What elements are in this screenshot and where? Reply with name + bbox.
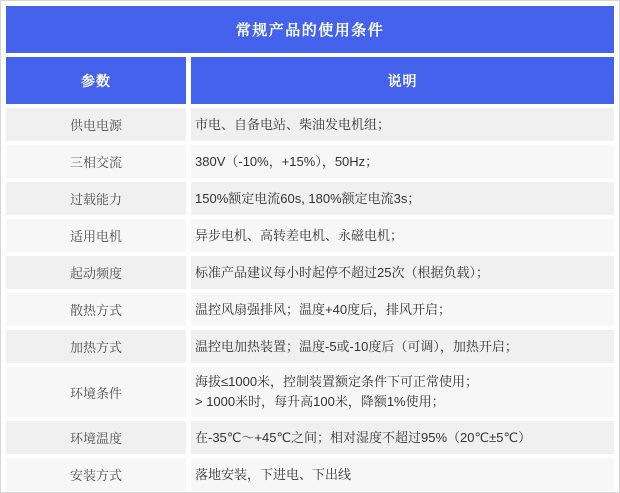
table-row bbox=[6, 256, 614, 289]
desc-cell bbox=[191, 330, 614, 363]
table-row bbox=[6, 421, 614, 454]
param-cell: 安装方式 bbox=[6, 458, 186, 491]
desc-cell bbox=[191, 219, 614, 252]
table-row bbox=[6, 458, 614, 491]
desc-line: 异步电机、高转差电机、永磁电机； bbox=[195, 227, 404, 243]
desc-cell bbox=[191, 421, 614, 454]
column-header-param: 参数 bbox=[6, 57, 186, 104]
desc-cell bbox=[191, 108, 614, 141]
column-header-desc: 说明 bbox=[191, 57, 614, 104]
table-row bbox=[6, 182, 614, 215]
param-cell: 起动频度 bbox=[6, 256, 186, 289]
table-body bbox=[6, 108, 614, 491]
table-row bbox=[6, 330, 614, 363]
table-row bbox=[6, 293, 614, 326]
desc-line: > 1000米时，每升高100米，降额1%使用； bbox=[195, 394, 445, 409]
table-row bbox=[6, 219, 614, 252]
desc-cell bbox=[191, 367, 614, 417]
param-cell: 加热方式 bbox=[6, 330, 186, 363]
param-cell: 供电电源 bbox=[6, 108, 186, 141]
table-row bbox=[6, 145, 614, 178]
desc-cell bbox=[191, 182, 614, 215]
param-cell: 散热方式 bbox=[6, 293, 186, 326]
desc-line: 温控电加热装置；温度-5或-10度后（可调），加热开启； bbox=[195, 338, 518, 354]
param-cell: 三相交流 bbox=[6, 145, 186, 178]
desc-cell bbox=[191, 256, 614, 289]
table-title: 常规产品的使用条件 bbox=[6, 6, 614, 53]
desc-line: 落地安装，下进电、下出线 bbox=[195, 466, 352, 482]
desc-line: 市电、自备电站、柴油发电机组； bbox=[195, 116, 391, 132]
desc-cell bbox=[191, 458, 614, 491]
desc-cell bbox=[191, 293, 614, 326]
param-cell: 过载能力 bbox=[6, 182, 186, 215]
param-cell: 环境温度 bbox=[6, 421, 186, 454]
desc-line: 标准产品建议每小时起停不超过25次（根据负载）； bbox=[195, 264, 489, 280]
table-row bbox=[6, 367, 614, 417]
table-header-row bbox=[6, 57, 614, 104]
desc-cell bbox=[191, 145, 614, 178]
desc-line: 温控风扇强排风；温度+40度后，排风开启； bbox=[195, 301, 452, 317]
desc-line: 海拔≤1000米，控制装置额定条件下可正常使用； bbox=[195, 374, 479, 389]
desc-line: 在-35℃～+45℃之间；相对湿度不超过95%（20℃±5℃） bbox=[195, 429, 532, 445]
param-cell: 环境条件 bbox=[6, 367, 186, 417]
desc-line: 150%额定电流60s, 180%额定电流3s； bbox=[195, 190, 421, 206]
table-row bbox=[6, 108, 614, 141]
desc-line: 380V（-10%，+15%），50Hz； bbox=[195, 153, 379, 169]
param-cell: 适用电机 bbox=[6, 219, 186, 252]
